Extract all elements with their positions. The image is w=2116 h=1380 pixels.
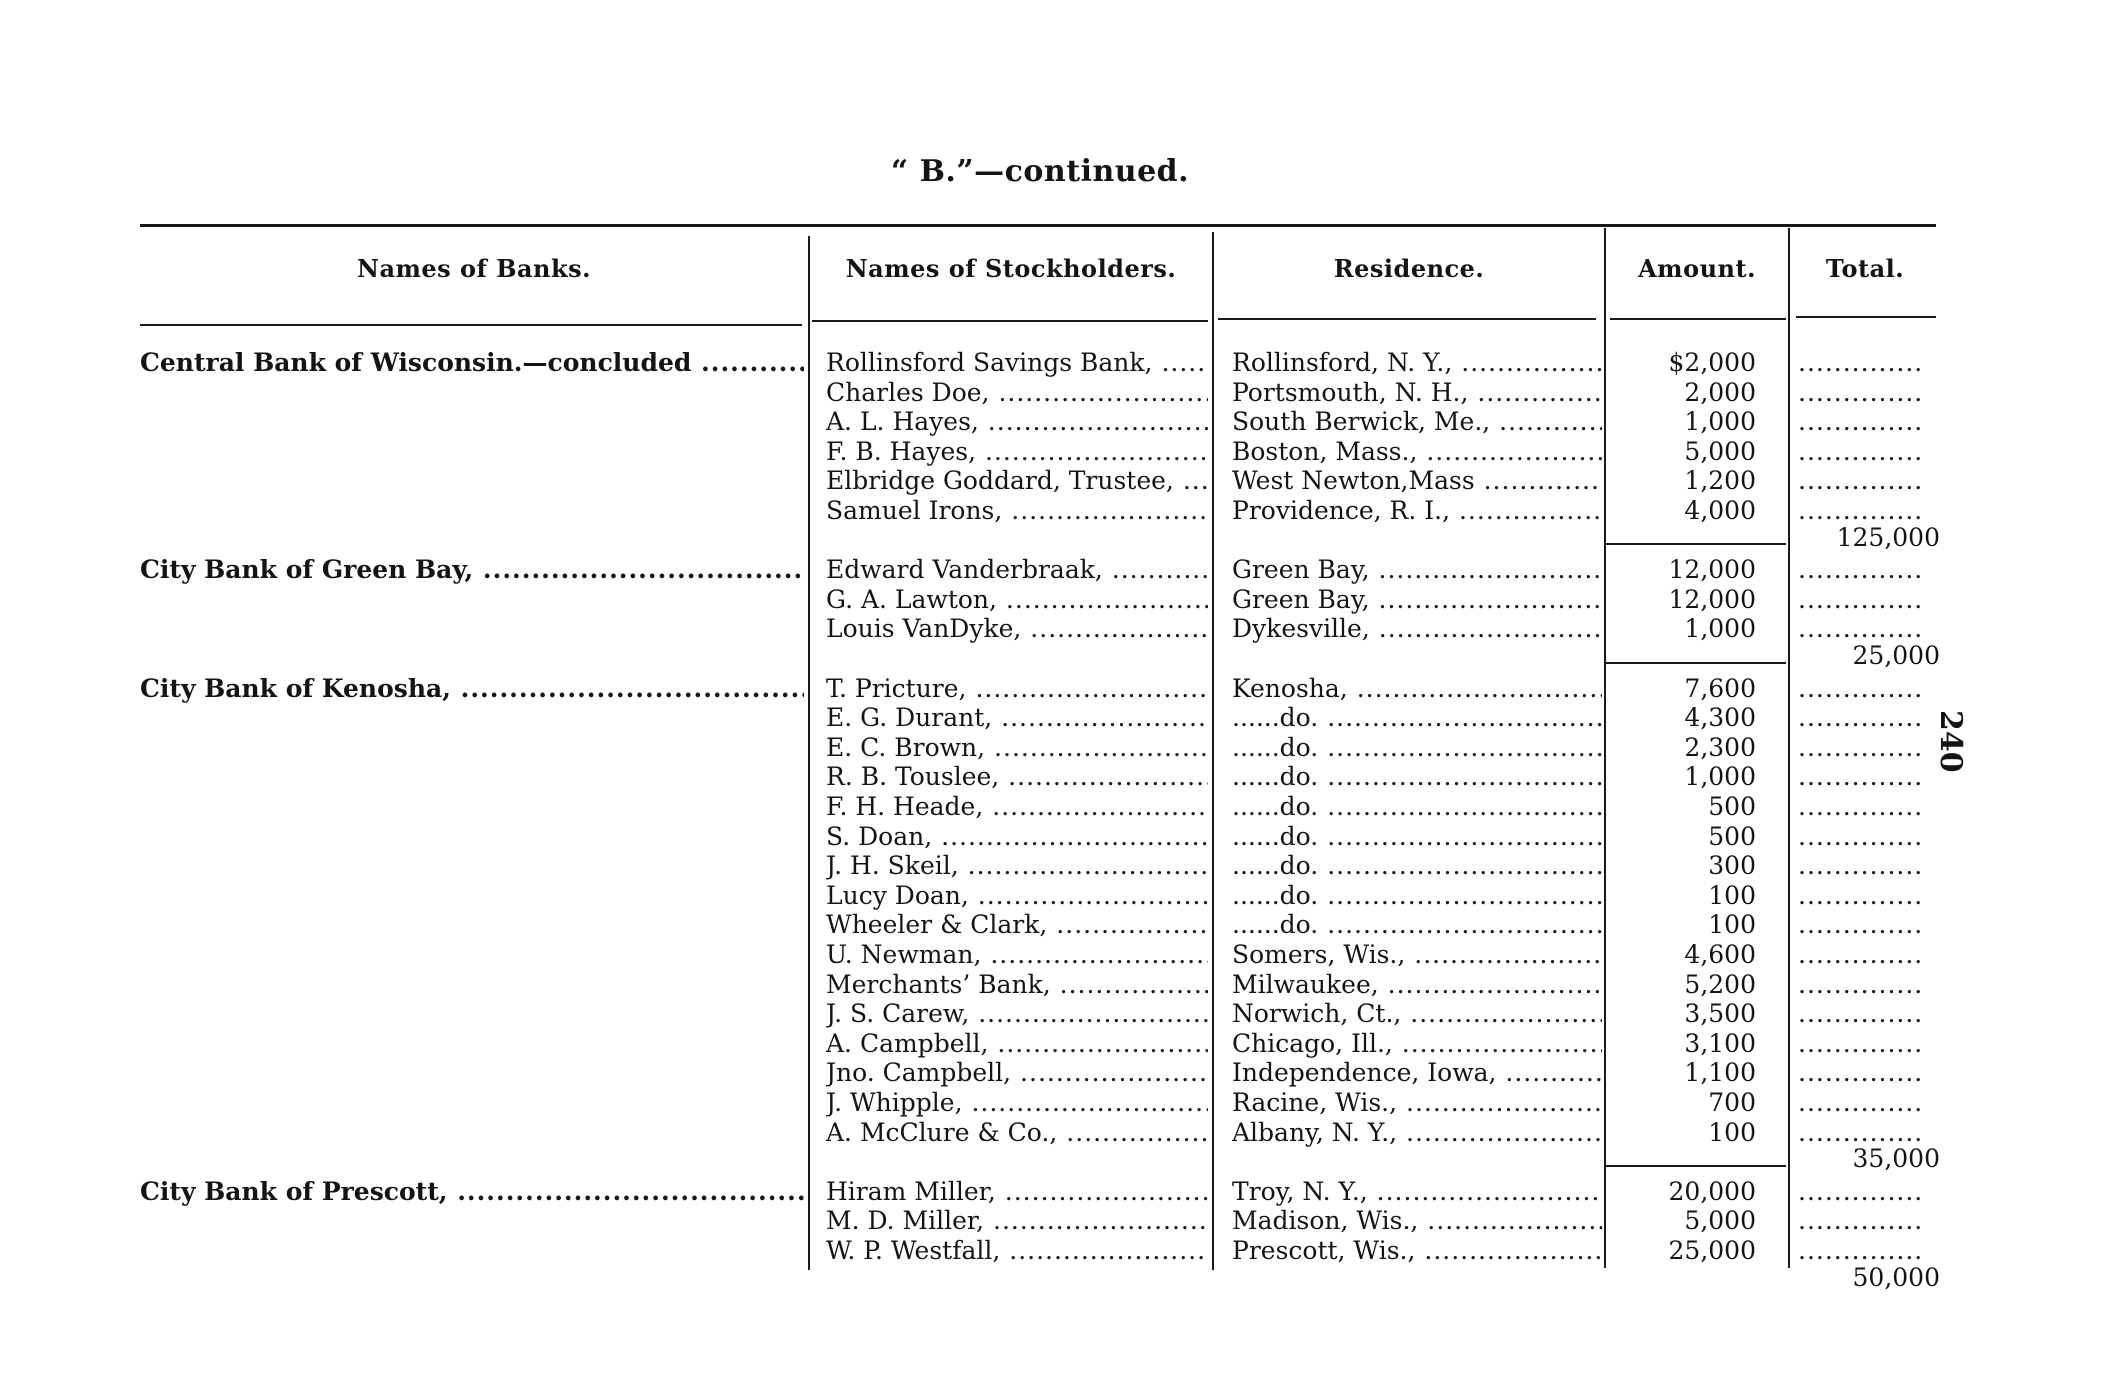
total-leader: .............. <box>1798 732 1924 762</box>
stockholder-name: Wheeler & Clark, ..... <box>826 910 1208 940</box>
amount-value: 1,200 <box>1684 466 1756 496</box>
amount-value: 3,500 <box>1684 999 1756 1029</box>
amount-value: 4,000 <box>1684 496 1756 525</box>
residence: ......do. ..... <box>1232 762 1602 792</box>
stockholder-name: U. Newman, ..... <box>826 940 1208 970</box>
amount-value: 5,200 <box>1684 969 1756 999</box>
bank-name: Central Bank of Wisconsin.—concluded ..... <box>140 348 804 378</box>
stockholder-name: Edward Vanderbraak, ..... <box>826 555 1208 585</box>
stockholder-name: T. Pricture, ..... <box>826 674 1208 704</box>
total-leader: .............. <box>1798 555 1924 585</box>
column-header-bank: Names of Banks. <box>357 254 591 283</box>
total-leader: .............. <box>1798 1058 1924 1088</box>
residence: Portsmouth, N. H., ..... <box>1232 378 1602 408</box>
total-leader: .............. <box>1798 1028 1924 1058</box>
residence: Norwich, Ct., ..... <box>1232 999 1602 1029</box>
total-leader: .............. <box>1798 762 1924 792</box>
amount-value: 3,100 <box>1684 1028 1756 1058</box>
total-leader: .............. <box>1798 496 1924 525</box>
amount-value: 1,000 <box>1684 762 1756 792</box>
total-leader: .............. <box>1798 792 1924 821</box>
total-leader: .............. <box>1798 1176 1924 1206</box>
column-header-amount: Amount. <box>1638 254 1756 283</box>
total-leader: .............. <box>1798 466 1924 496</box>
residence: West Newton,Mass ..... <box>1232 466 1602 496</box>
residence: ......do. ..... <box>1232 910 1602 940</box>
amount-subtotal-rule <box>1606 1165 1786 1167</box>
bank-total: 50,000 <box>1852 1262 1940 1292</box>
total-leader: .............. <box>1798 584 1924 614</box>
stockholder-name: W. P. Westfall, ..... <box>826 1236 1208 1266</box>
stockholder-name: A. Campbell, ..... <box>826 1029 1208 1059</box>
stockholder-name: Louis VanDyke, ..... <box>826 614 1208 644</box>
amount-value: 25,000 <box>1668 1236 1756 1265</box>
total-leader: .............. <box>1798 910 1924 940</box>
amount-value: 5,000 <box>1684 436 1756 466</box>
stockholder-name: E. C. Brown, ..... <box>826 733 1208 763</box>
header-rule-residence <box>1218 318 1596 320</box>
stockholder-name: Samuel Irons, ..... <box>826 496 1208 526</box>
amount-value: 1,100 <box>1684 1058 1756 1088</box>
stockholder-name: E. G. Durant, ..... <box>826 703 1208 733</box>
residence: Independence, Iowa, ..... <box>1232 1058 1602 1088</box>
total-leader: .............. <box>1798 969 1924 999</box>
stockholder-name: Merchants’ Bank, ..... <box>826 970 1208 1000</box>
column-header-residence: Residence. <box>1333 254 1485 283</box>
column-divider-3 <box>1604 228 1606 1268</box>
stockholder-name: G. A. Lawton, ..... <box>826 585 1208 615</box>
total-leader: .............. <box>1798 1236 1924 1265</box>
amount-subtotal-rule <box>1606 662 1786 664</box>
total-leader: .............. <box>1798 880 1924 910</box>
total-leader: .............. <box>1798 407 1924 437</box>
residence: ......do. ..... <box>1232 703 1602 733</box>
residence: Providence, R. I., ..... <box>1232 496 1602 526</box>
residence: Kenosha, ..... <box>1232 674 1602 704</box>
amount-value: 700 <box>1708 1088 1756 1117</box>
page-title: “ B.”—continued. <box>890 154 1190 189</box>
total-leader: .............. <box>1798 821 1924 851</box>
residence: South Berwick, Me., ..... <box>1232 407 1602 437</box>
stockholder-name: Elbridge Goddard, Trustee, ..... <box>826 466 1208 496</box>
page-number: 240 <box>1933 710 1968 773</box>
bank-total: 25,000 <box>1852 641 1940 670</box>
total-leader: .............. <box>1798 851 1924 881</box>
bank-name: City Bank of Kenosha, ..... <box>140 674 804 704</box>
residence: Green Bay, ..... <box>1232 555 1602 585</box>
stockholder-name: F. H. Heade, ..... <box>826 792 1208 822</box>
total-leader: .............. <box>1798 999 1924 1029</box>
residence: Milwaukee, ..... <box>1232 970 1602 1000</box>
residence: Rollinsford, N. Y., ..... <box>1232 348 1602 378</box>
amount-value: 1,000 <box>1684 614 1756 644</box>
residence: Racine, Wis., ..... <box>1232 1088 1602 1118</box>
stockholder-name: Jno. Campbell, ..... <box>826 1058 1208 1088</box>
bank-name: City Bank of Green Bay, ..... <box>140 555 804 585</box>
header-rule-total <box>1796 316 1936 318</box>
column-divider-1 <box>808 236 810 1270</box>
residence: Madison, Wis., ..... <box>1232 1206 1602 1236</box>
residence: Chicago, Ill., ..... <box>1232 1029 1602 1059</box>
total-leader: .............. <box>1798 436 1924 466</box>
amount-value: 1,000 <box>1684 407 1756 437</box>
stockholder-name: A. L. Hayes, ..... <box>826 407 1208 437</box>
stockholder-name: M. D. Miller, ..... <box>826 1206 1208 1236</box>
amount-value: 100 <box>1708 1117 1756 1147</box>
total-leader: .............. <box>1798 940 1924 969</box>
stockholder-name: A. McClure & Co., ..... <box>826 1118 1208 1148</box>
stockholder-name: J. Whipple, ..... <box>826 1088 1208 1118</box>
bank-name: City Bank of Prescott, ..... <box>140 1177 804 1207</box>
stockholder-name: J. S. Carew, ..... <box>826 999 1208 1029</box>
amount-value: 4,600 <box>1684 940 1756 969</box>
header-rule-amount <box>1610 318 1786 320</box>
residence: ......do. ..... <box>1232 851 1602 881</box>
amount-value: 12,000 <box>1668 584 1756 614</box>
stockholder-name: Lucy Doan, ..... <box>826 881 1208 911</box>
amount-subtotal-rule <box>1606 543 1786 545</box>
amount-value: 12,000 <box>1668 555 1756 585</box>
total-leader: .............. <box>1798 377 1924 407</box>
residence: Troy, N. Y., ..... <box>1232 1177 1602 1207</box>
stockholder-name: R. B. Touslee, ..... <box>826 762 1208 792</box>
header-rule-stockholder <box>812 320 1208 322</box>
stockholder-name: Charles Doe, ..... <box>826 378 1208 408</box>
total-leader: .............. <box>1798 1206 1924 1236</box>
amount-value: 100 <box>1708 880 1756 910</box>
stockholder-name: S. Doan, ..... <box>826 822 1208 852</box>
amount-value: 100 <box>1708 910 1756 940</box>
amount-value: 4,300 <box>1684 703 1756 733</box>
stockholder-name: Rollinsford Savings Bank, ..... <box>826 348 1208 378</box>
residence: Albany, N. Y., ..... <box>1232 1118 1602 1148</box>
residence: Dykesville, ..... <box>1232 614 1602 644</box>
residence: Boston, Mass., ..... <box>1232 437 1602 467</box>
total-leader: .............. <box>1798 1117 1924 1147</box>
amount-value: 2,300 <box>1684 732 1756 762</box>
header-rule-bank <box>140 324 802 326</box>
top-rule <box>140 224 1936 227</box>
total-leader: .............. <box>1798 348 1924 377</box>
stockholder-name: Hiram Miller, ..... <box>826 1177 1208 1207</box>
total-leader: .............. <box>1798 673 1924 703</box>
amount-value: 20,000 <box>1668 1176 1756 1206</box>
amount-value: 500 <box>1708 821 1756 851</box>
amount-value: 300 <box>1708 851 1756 881</box>
stockholder-name: J. H. Skeil, ..... <box>826 851 1208 881</box>
residence: Prescott, Wis., ..... <box>1232 1236 1602 1266</box>
amount-value: 2,000 <box>1684 377 1756 407</box>
residence: Somers, Wis., ..... <box>1232 940 1602 970</box>
amount-value: 500 <box>1708 792 1756 821</box>
total-leader: .............. <box>1798 1088 1924 1117</box>
column-header-total: Total. <box>1825 254 1905 283</box>
stockholder-name: F. B. Hayes, ..... <box>826 437 1208 467</box>
amount-value: 5,000 <box>1684 1206 1756 1236</box>
column-divider-2 <box>1212 232 1214 1270</box>
residence: ......do. ..... <box>1232 822 1602 852</box>
bank-total: 125,000 <box>1836 522 1940 552</box>
residence: Green Bay, ..... <box>1232 585 1602 615</box>
bank-total: 35,000 <box>1852 1144 1940 1174</box>
amount-value: 7,600 <box>1684 673 1756 703</box>
column-divider-4 <box>1788 228 1790 1268</box>
residence: ......do. ..... <box>1232 881 1602 911</box>
residence: ......do. ..... <box>1232 792 1602 822</box>
residence: ......do. ..... <box>1232 733 1602 763</box>
total-leader: .............. <box>1798 614 1924 644</box>
column-header-stockholder: Names of Stockholders. <box>845 254 1177 283</box>
amount-value: $2,000 <box>1668 348 1756 377</box>
total-leader: .............. <box>1798 703 1924 733</box>
